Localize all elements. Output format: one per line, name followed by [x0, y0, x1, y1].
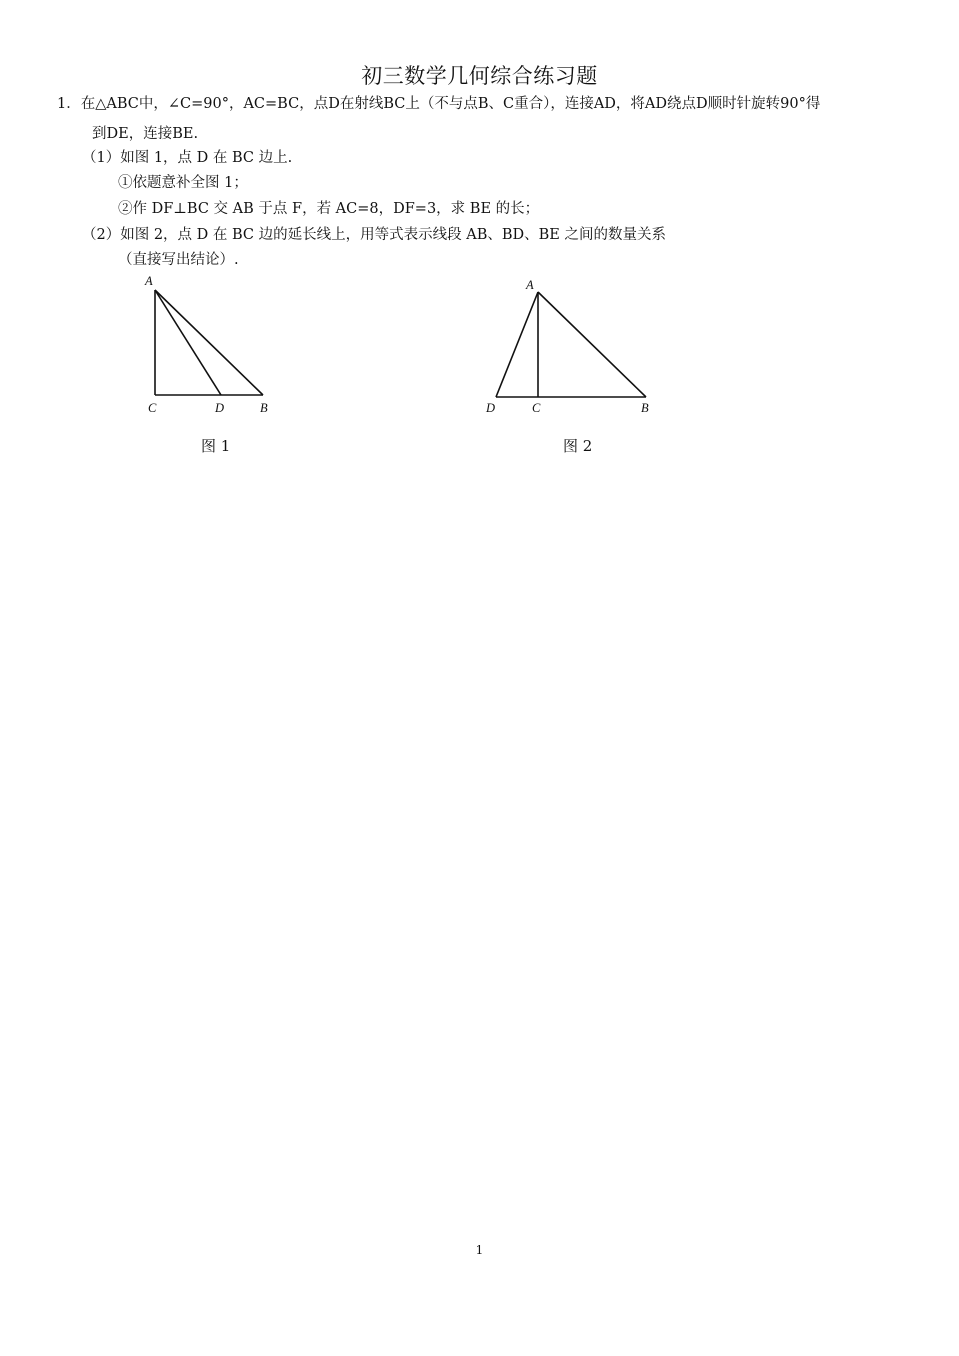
point-label-d-fig2: D — [486, 401, 496, 415]
figure-2-caption: 图 2 — [563, 437, 593, 455]
figure-1-caption: 图 1 — [201, 437, 231, 455]
page-title: 初三数学几何综合练习题 — [361, 64, 598, 88]
segment-ad-fig1 — [155, 290, 221, 395]
part-1-subtask-b: ②作 DF⊥BC 交 AB 于点 F，若 AC=8，DF=3，求 BE 的长； — [118, 201, 540, 217]
page-number: 1 — [475, 1243, 484, 1257]
figure-1-diagram — [155, 290, 263, 395]
point-label-a-fig1: A — [145, 274, 153, 288]
point-label-b-fig2: B — [641, 401, 649, 415]
part-2-prompt: （2）如图 2，点 D 在 BC 边的延长线上，用等式表示线段 AB、BD、BE 之间的数量关系 — [82, 227, 667, 243]
point-label-c-fig1: C — [148, 401, 157, 415]
figure-2-diagram — [496, 292, 646, 397]
part-2-note: （直接写出结论）. — [118, 252, 239, 268]
part-1-prompt: （1）如图 1，点 D 在 BC 边上. — [82, 150, 293, 166]
segment-ab-fig1 — [155, 290, 263, 395]
point-label-b-fig1: B — [260, 401, 268, 415]
question-1-line-2: 到DE，连接BE. — [92, 126, 199, 142]
geometry-figures — [130, 270, 690, 430]
point-label-d-fig1: D — [215, 401, 225, 415]
part-1-subtask-a: ①依题意补全图 1； — [118, 175, 248, 191]
question-1-line-1: 1．在△ABC中，∠C=90°，AC=BC，点D在射线BC上（不与点B、C重合），连接AD，将AD绕点D顺时针旋转90°得 — [57, 96, 821, 112]
point-label-c-fig2: C — [532, 401, 541, 415]
segment-ab-fig2 — [538, 292, 646, 397]
segment-ad-fig2 — [496, 292, 538, 397]
point-label-a-fig2: A — [526, 278, 534, 292]
